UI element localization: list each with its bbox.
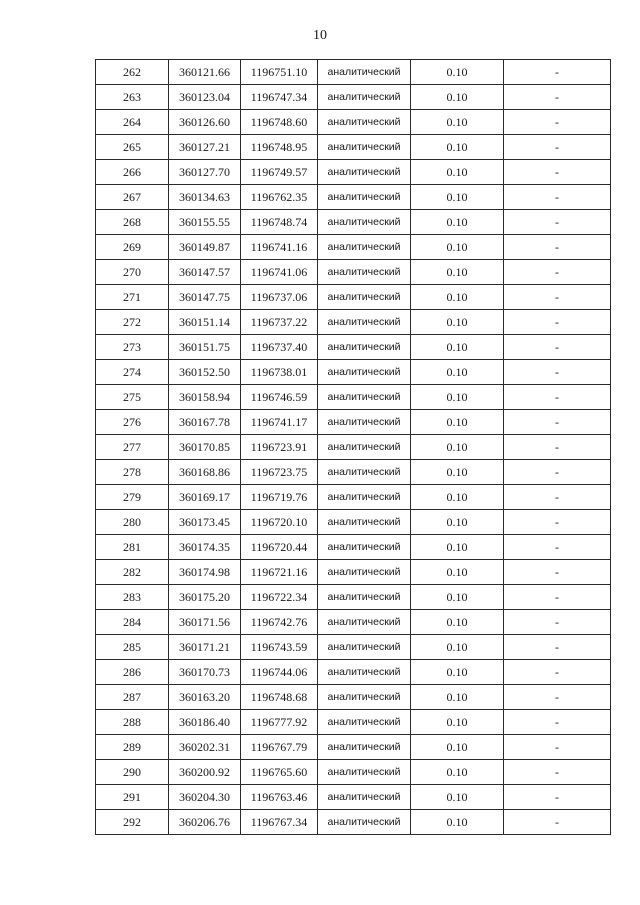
method-cell: аналитический: [318, 535, 411, 560]
accuracy-cell: 0.10: [411, 410, 504, 435]
table-row: [96, 685, 611, 710]
table-row: [96, 460, 611, 485]
y-coordinate-cell: 1196720.44: [241, 535, 318, 560]
y-coordinate-cell: 1196738.01: [241, 360, 318, 385]
accuracy-cell: 0.10: [411, 235, 504, 260]
method-cell: аналитический: [318, 760, 411, 785]
x-coordinate-cell: 360151.14: [169, 310, 241, 335]
y-coordinate-cell: 1196720.10: [241, 510, 318, 535]
point-number-cell: 277: [96, 435, 169, 460]
accuracy-cell: 0.10: [411, 485, 504, 510]
table-row: [96, 660, 611, 685]
y-coordinate-cell: 1196722.34: [241, 585, 318, 610]
table-row: [96, 260, 611, 285]
point-number-cell: 285: [96, 635, 169, 660]
table-row: [96, 110, 611, 135]
point-number-cell: 284: [96, 610, 169, 635]
note-cell: -: [504, 660, 611, 685]
point-number-cell: 289: [96, 735, 169, 760]
table-row: [96, 635, 611, 660]
note-cell: -: [504, 360, 611, 385]
point-number-cell: 272: [96, 310, 169, 335]
table-row: [96, 610, 611, 635]
y-coordinate-cell: 1196737.06: [241, 285, 318, 310]
method-cell: аналитический: [318, 85, 411, 110]
table-row: [96, 510, 611, 535]
accuracy-cell: 0.10: [411, 210, 504, 235]
x-coordinate-cell: 360147.75: [169, 285, 241, 310]
accuracy-cell: 0.10: [411, 85, 504, 110]
y-coordinate-cell: 1196751.10: [241, 60, 318, 85]
x-coordinate-cell: 360171.21: [169, 635, 241, 660]
note-cell: -: [504, 560, 611, 585]
method-cell: аналитический: [318, 60, 411, 85]
note-cell: -: [504, 435, 611, 460]
note-cell: -: [504, 735, 611, 760]
table-row: [96, 785, 611, 810]
x-coordinate-cell: 360200.92: [169, 760, 241, 785]
y-coordinate-cell: 1196748.74: [241, 210, 318, 235]
note-cell: -: [504, 585, 611, 610]
method-cell: аналитический: [318, 635, 411, 660]
method-cell: аналитический: [318, 710, 411, 735]
point-number-cell: 275: [96, 385, 169, 410]
point-number-cell: 274: [96, 360, 169, 385]
accuracy-cell: 0.10: [411, 585, 504, 610]
accuracy-cell: 0.10: [411, 260, 504, 285]
point-number-cell: 278: [96, 460, 169, 485]
accuracy-cell: 0.10: [411, 135, 504, 160]
note-cell: -: [504, 485, 611, 510]
point-number-cell: 267: [96, 185, 169, 210]
table-row: [96, 160, 611, 185]
note-cell: -: [504, 160, 611, 185]
note-cell: -: [504, 110, 611, 135]
accuracy-cell: 0.10: [411, 360, 504, 385]
point-number-cell: 273: [96, 335, 169, 360]
x-coordinate-cell: 360127.70: [169, 160, 241, 185]
point-number-cell: 290: [96, 760, 169, 785]
table-row: [96, 735, 611, 760]
x-coordinate-cell: 360158.94: [169, 385, 241, 410]
y-coordinate-cell: 1196743.59: [241, 635, 318, 660]
y-coordinate-cell: 1196737.22: [241, 310, 318, 335]
method-cell: аналитический: [318, 685, 411, 710]
accuracy-cell: 0.10: [411, 610, 504, 635]
accuracy-cell: 0.10: [411, 310, 504, 335]
note-cell: -: [504, 310, 611, 335]
y-coordinate-cell: 1196737.40: [241, 335, 318, 360]
method-cell: аналитический: [318, 660, 411, 685]
method-cell: аналитический: [318, 610, 411, 635]
x-coordinate-cell: 360169.17: [169, 485, 241, 510]
point-number-cell: 286: [96, 660, 169, 685]
accuracy-cell: 0.10: [411, 535, 504, 560]
y-coordinate-cell: 1196742.76: [241, 610, 318, 635]
method-cell: аналитический: [318, 435, 411, 460]
x-coordinate-cell: 360174.35: [169, 535, 241, 560]
method-cell: аналитический: [318, 560, 411, 585]
point-number-cell: 283: [96, 585, 169, 610]
accuracy-cell: 0.10: [411, 785, 504, 810]
table-row: [96, 435, 611, 460]
accuracy-cell: 0.10: [411, 685, 504, 710]
method-cell: аналитический: [318, 585, 411, 610]
x-coordinate-cell: 360167.78: [169, 410, 241, 435]
y-coordinate-cell: 1196748.60: [241, 110, 318, 135]
point-number-cell: 292: [96, 810, 169, 835]
y-coordinate-cell: 1196723.91: [241, 435, 318, 460]
point-number-cell: 270: [96, 260, 169, 285]
note-cell: -: [504, 610, 611, 635]
accuracy-cell: 0.10: [411, 60, 504, 85]
y-coordinate-cell: 1196721.16: [241, 560, 318, 585]
table-row: [96, 535, 611, 560]
note-cell: -: [504, 785, 611, 810]
method-cell: аналитический: [318, 485, 411, 510]
table-row: [96, 185, 611, 210]
table-row: [96, 135, 611, 160]
method-cell: аналитический: [318, 385, 411, 410]
coordinates-table: [95, 59, 611, 835]
note-cell: -: [504, 335, 611, 360]
point-number-cell: 271: [96, 285, 169, 310]
table-row: [96, 560, 611, 585]
table-row: [96, 410, 611, 435]
x-coordinate-cell: 360123.04: [169, 85, 241, 110]
y-coordinate-cell: 1196747.34: [241, 85, 318, 110]
x-coordinate-cell: 360151.75: [169, 335, 241, 360]
method-cell: аналитический: [318, 260, 411, 285]
accuracy-cell: 0.10: [411, 635, 504, 660]
method-cell: аналитический: [318, 185, 411, 210]
point-number-cell: 279: [96, 485, 169, 510]
accuracy-cell: 0.10: [411, 735, 504, 760]
y-coordinate-cell: 1196746.59: [241, 385, 318, 410]
method-cell: аналитический: [318, 210, 411, 235]
note-cell: -: [504, 635, 611, 660]
point-number-cell: 287: [96, 685, 169, 710]
y-coordinate-cell: 1196741.16: [241, 235, 318, 260]
note-cell: -: [504, 385, 611, 410]
x-coordinate-cell: 360127.21: [169, 135, 241, 160]
table-row: [96, 810, 611, 835]
accuracy-cell: 0.10: [411, 335, 504, 360]
method-cell: аналитический: [318, 110, 411, 135]
note-cell: -: [504, 685, 611, 710]
table-row: [96, 60, 611, 85]
y-coordinate-cell: 1196744.06: [241, 660, 318, 685]
note-cell: -: [504, 460, 611, 485]
accuracy-cell: 0.10: [411, 760, 504, 785]
x-coordinate-cell: 360126.60: [169, 110, 241, 135]
table-row: [96, 210, 611, 235]
y-coordinate-cell: 1196762.35: [241, 185, 318, 210]
table-row: [96, 385, 611, 410]
x-coordinate-cell: 360175.20: [169, 585, 241, 610]
accuracy-cell: 0.10: [411, 385, 504, 410]
accuracy-cell: 0.10: [411, 560, 504, 585]
point-number-cell: 288: [96, 710, 169, 735]
accuracy-cell: 0.10: [411, 160, 504, 185]
x-coordinate-cell: 360163.20: [169, 685, 241, 710]
table-row: [96, 235, 611, 260]
x-coordinate-cell: 360171.56: [169, 610, 241, 635]
y-coordinate-cell: 1196748.95: [241, 135, 318, 160]
point-number-cell: 269: [96, 235, 169, 260]
table-row: [96, 85, 611, 110]
note-cell: -: [504, 410, 611, 435]
x-coordinate-cell: 360206.76: [169, 810, 241, 835]
method-cell: аналитический: [318, 160, 411, 185]
x-coordinate-cell: 360174.98: [169, 560, 241, 585]
point-number-cell: 281: [96, 535, 169, 560]
point-number-cell: 265: [96, 135, 169, 160]
point-number-cell: 282: [96, 560, 169, 585]
point-number-cell: 262: [96, 60, 169, 85]
note-cell: -: [504, 810, 611, 835]
note-cell: -: [504, 60, 611, 85]
method-cell: аналитический: [318, 135, 411, 160]
method-cell: аналитический: [318, 510, 411, 535]
point-number-cell: 291: [96, 785, 169, 810]
table-row: [96, 310, 611, 335]
accuracy-cell: 0.10: [411, 285, 504, 310]
x-coordinate-cell: 360173.45: [169, 510, 241, 535]
x-coordinate-cell: 360149.87: [169, 235, 241, 260]
note-cell: -: [504, 260, 611, 285]
table-row: [96, 585, 611, 610]
method-cell: аналитический: [318, 785, 411, 810]
x-coordinate-cell: 360204.30: [169, 785, 241, 810]
y-coordinate-cell: 1196767.34: [241, 810, 318, 835]
page-number: 10: [313, 28, 327, 43]
note-cell: -: [504, 85, 611, 110]
x-coordinate-cell: 360168.86: [169, 460, 241, 485]
accuracy-cell: 0.10: [411, 110, 504, 135]
x-coordinate-cell: 360170.85: [169, 435, 241, 460]
table-row: [96, 760, 611, 785]
method-cell: аналитический: [318, 310, 411, 335]
point-number-cell: 268: [96, 210, 169, 235]
method-cell: аналитический: [318, 235, 411, 260]
point-number-cell: 263: [96, 85, 169, 110]
point-number-cell: 280: [96, 510, 169, 535]
x-coordinate-cell: 360147.57: [169, 260, 241, 285]
table-row: [96, 710, 611, 735]
note-cell: -: [504, 760, 611, 785]
method-cell: аналитический: [318, 735, 411, 760]
y-coordinate-cell: 1196741.06: [241, 260, 318, 285]
y-coordinate-cell: 1196741.17: [241, 410, 318, 435]
point-number-cell: 264: [96, 110, 169, 135]
y-coordinate-cell: 1196749.57: [241, 160, 318, 185]
method-cell: аналитический: [318, 285, 411, 310]
note-cell: -: [504, 510, 611, 535]
method-cell: аналитический: [318, 360, 411, 385]
method-cell: аналитический: [318, 410, 411, 435]
x-coordinate-cell: 360186.40: [169, 710, 241, 735]
accuracy-cell: 0.10: [411, 810, 504, 835]
accuracy-cell: 0.10: [411, 660, 504, 685]
accuracy-cell: 0.10: [411, 710, 504, 735]
x-coordinate-cell: 360202.31: [169, 735, 241, 760]
table-row: [96, 285, 611, 310]
x-coordinate-cell: 360152.50: [169, 360, 241, 385]
x-coordinate-cell: 360134.63: [169, 185, 241, 210]
accuracy-cell: 0.10: [411, 435, 504, 460]
table-row: [96, 485, 611, 510]
accuracy-cell: 0.10: [411, 510, 504, 535]
accuracy-cell: 0.10: [411, 460, 504, 485]
table-row: [96, 360, 611, 385]
note-cell: -: [504, 285, 611, 310]
y-coordinate-cell: 1196777.92: [241, 710, 318, 735]
x-coordinate-cell: 360155.55: [169, 210, 241, 235]
table-row: [96, 335, 611, 360]
y-coordinate-cell: 1196767.79: [241, 735, 318, 760]
x-coordinate-cell: 360170.73: [169, 660, 241, 685]
y-coordinate-cell: 1196765.60: [241, 760, 318, 785]
table-body: [96, 60, 611, 835]
y-coordinate-cell: 1196723.75: [241, 460, 318, 485]
point-number-cell: 266: [96, 160, 169, 185]
note-cell: -: [504, 235, 611, 260]
point-number-cell: 276: [96, 410, 169, 435]
method-cell: аналитический: [318, 460, 411, 485]
note-cell: -: [504, 535, 611, 560]
accuracy-cell: 0.10: [411, 185, 504, 210]
y-coordinate-cell: 1196748.68: [241, 685, 318, 710]
y-coordinate-cell: 1196719.76: [241, 485, 318, 510]
method-cell: аналитический: [318, 335, 411, 360]
note-cell: -: [504, 185, 611, 210]
note-cell: -: [504, 135, 611, 160]
y-coordinate-cell: 1196763.46: [241, 785, 318, 810]
note-cell: -: [504, 210, 611, 235]
x-coordinate-cell: 360121.66: [169, 60, 241, 85]
method-cell: аналитический: [318, 810, 411, 835]
note-cell: -: [504, 710, 611, 735]
